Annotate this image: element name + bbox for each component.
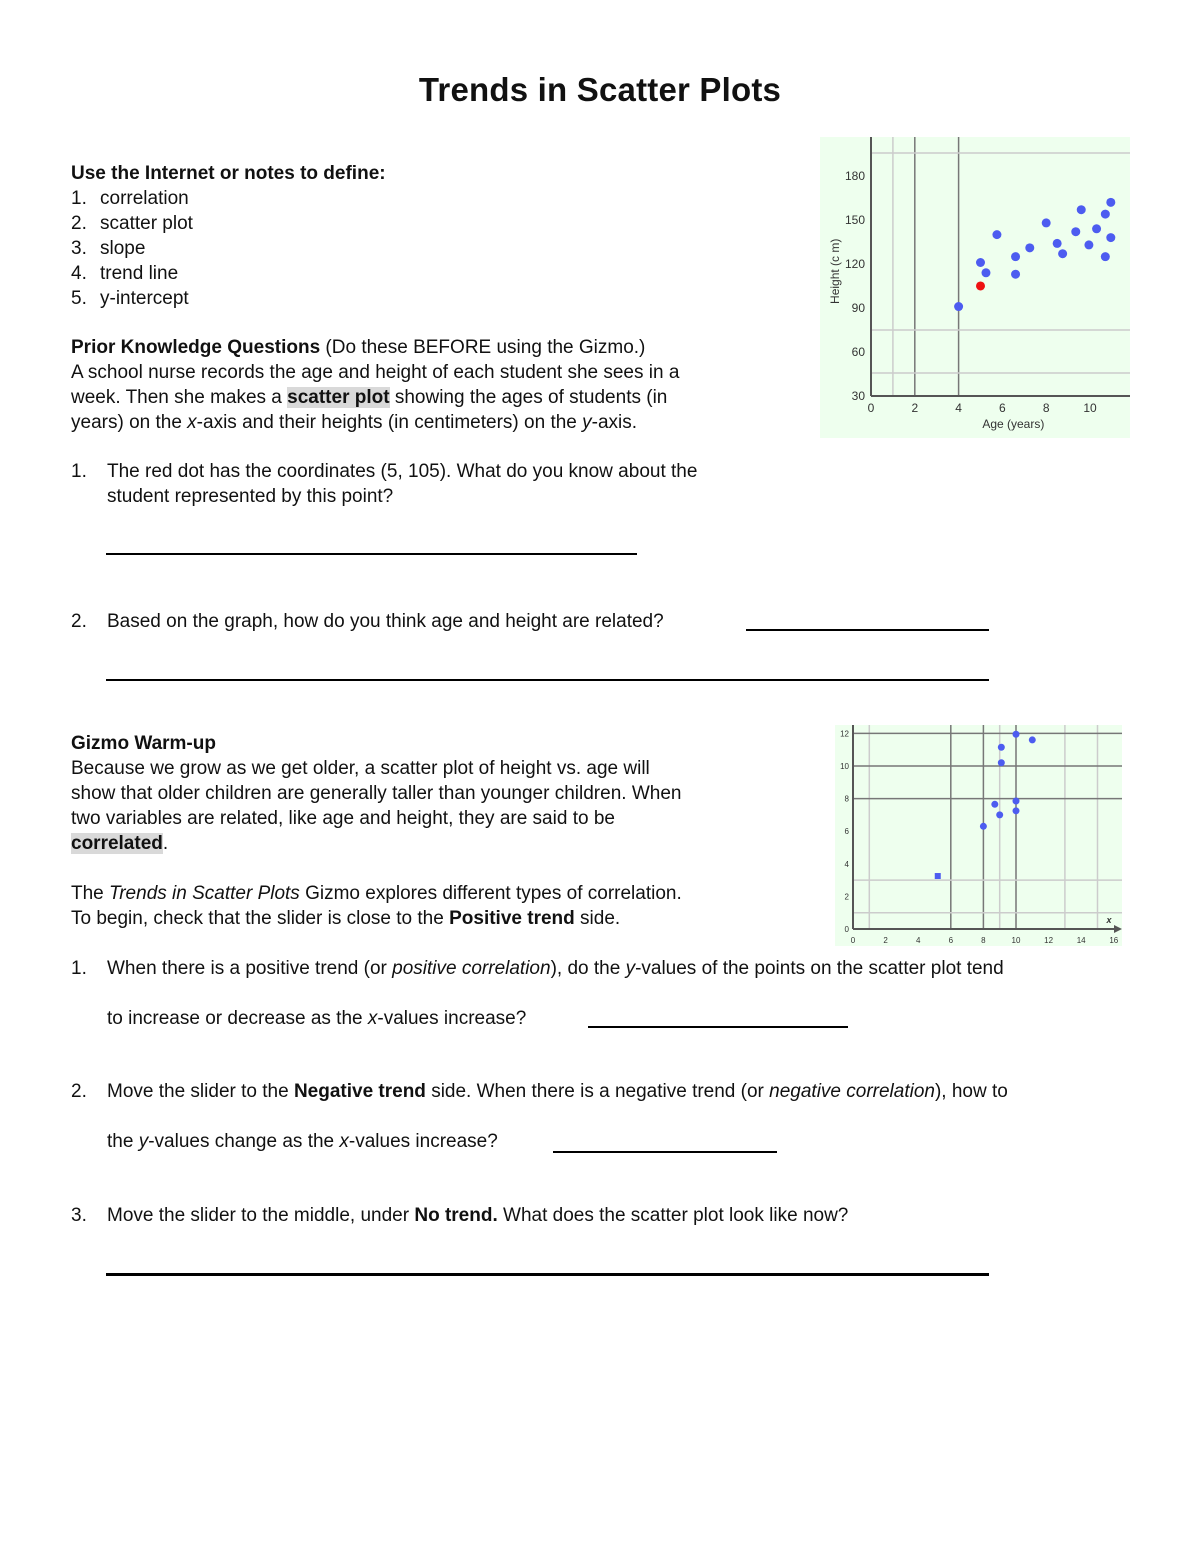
highlighted-term: correlated bbox=[71, 833, 163, 854]
data-point bbox=[980, 823, 987, 830]
x-tick-label: 12 bbox=[1044, 936, 1054, 945]
x-tick-label: 4 bbox=[915, 936, 921, 945]
highlighted-term: scatter plot bbox=[287, 387, 390, 408]
prior-heading-line bbox=[71, 335, 645, 360]
answer-blank-warmup-3[interactable] bbox=[106, 1273, 989, 1276]
define-item: 4. trend line bbox=[71, 263, 179, 284]
chart-2-canvas bbox=[835, 725, 1122, 946]
x-tick-label: 0 bbox=[867, 401, 875, 415]
data-point bbox=[1101, 210, 1110, 219]
y-tick-label: 10 bbox=[840, 762, 849, 771]
x-tick-label: 4 bbox=[955, 401, 962, 415]
data-point bbox=[976, 258, 985, 267]
warmup-paragraph-line: show that older children are generally taller than younger children. When bbox=[71, 783, 682, 804]
y-tick-label: 120 bbox=[844, 256, 865, 271]
warmup-paragraph-line: The Trends in Scatter Plots Gizmo explores different types of correlation. bbox=[71, 883, 682, 904]
data-point bbox=[1013, 807, 1020, 814]
define-term: correlation bbox=[100, 188, 189, 209]
x-tick-label: 8 bbox=[981, 936, 986, 945]
data-point bbox=[1053, 239, 1062, 248]
warmup-paragraph-line: correlated. bbox=[71, 833, 169, 854]
chart-1-canvas bbox=[820, 137, 1130, 438]
y-tick-label: 6 bbox=[844, 827, 849, 837]
x-tick-label: 6 bbox=[948, 936, 954, 945]
page-title: Trends in Scatter Plots bbox=[418, 71, 782, 108]
define-term: scatter plot bbox=[100, 213, 193, 234]
define-item: 5. y-intercept bbox=[71, 288, 189, 309]
data-point bbox=[1025, 243, 1034, 252]
x-tick-label: 10 bbox=[1011, 936, 1021, 945]
data-point bbox=[998, 759, 1005, 766]
height-age-scatter-chart bbox=[820, 137, 1130, 438]
data-point bbox=[1042, 218, 1051, 227]
y-tick-label: 0 bbox=[844, 925, 849, 934]
x-tick-label: 6 bbox=[999, 401, 1006, 415]
y-axis-label: Height (c m) bbox=[828, 238, 842, 304]
y-tick-label: 60 bbox=[851, 344, 865, 359]
warmup-question-3: 3. Move the slider to the middle, under No trend. What does the scatter plot look like now? bbox=[71, 1205, 849, 1226]
x-tick-label: 8 bbox=[1042, 401, 1050, 415]
x-tick-label: 10 bbox=[1083, 401, 1097, 415]
data-point bbox=[981, 268, 990, 277]
warmup-paragraph-line: To begin, check that the slider is close to the Positive trend side. bbox=[71, 908, 621, 929]
data-point bbox=[1013, 731, 1020, 738]
prior-paragraph-line: years) on the x-axis and their heights (in centimeters) on the y-axis. bbox=[71, 412, 638, 433]
prior-paragraph-line: A school nurse records the age and height of each student she sees in a bbox=[71, 362, 680, 383]
y-tick-label: 12 bbox=[840, 729, 849, 739]
data-point bbox=[991, 801, 998, 808]
warmup-heading: Gizmo Warm-up bbox=[71, 733, 216, 754]
x-tick-label: 2 bbox=[883, 936, 888, 945]
answer-blank-prior-1[interactable] bbox=[106, 553, 637, 555]
answer-blank-warmup-1[interactable] bbox=[588, 1026, 848, 1028]
x-tick-label: 16 bbox=[1109, 936, 1119, 945]
define-term: slope bbox=[100, 238, 146, 259]
y-tick-label: 4 bbox=[844, 859, 849, 869]
answer-blank-prior-2b[interactable] bbox=[106, 679, 989, 681]
define-item: 1. correlation bbox=[71, 188, 189, 209]
warmup-paragraph-line: two variables are related, like age and height, they are said to be bbox=[71, 808, 615, 829]
data-point bbox=[1077, 205, 1086, 214]
define-item: 3. slope bbox=[71, 238, 146, 259]
y-tick-label: 30 bbox=[851, 389, 865, 403]
x-tick-label: 2 bbox=[911, 401, 919, 415]
data-point bbox=[935, 873, 941, 879]
prior-heading-note: (Do these BEFORE using the Gizmo.) bbox=[320, 337, 646, 358]
data-point bbox=[1101, 252, 1110, 261]
x-axis-label: x bbox=[1106, 915, 1112, 925]
prior-paragraph-line: week. Then she makes a scatter plot showing the ages of students (in bbox=[71, 387, 668, 408]
x-tick-label: 0 bbox=[850, 936, 856, 945]
y-tick-label: 90 bbox=[851, 300, 865, 315]
data-point bbox=[976, 281, 985, 290]
gizmo-scatter-chart bbox=[835, 725, 1122, 946]
data-point bbox=[1071, 227, 1080, 236]
define-term: y-intercept bbox=[100, 288, 189, 309]
warmup-question-2: 2. Move the slider to the Negative trend side. When there is a negative trend (or negative correlation), how to bbox=[71, 1081, 1008, 1102]
data-point bbox=[1013, 798, 1020, 805]
data-point bbox=[1011, 252, 1020, 261]
y-tick-label: 2 bbox=[844, 892, 849, 902]
x-axis-arrow-icon bbox=[1114, 925, 1122, 933]
y-tick-label: 180 bbox=[844, 168, 865, 183]
define-item: 2. scatter plot bbox=[71, 213, 193, 234]
y-tick-label: 8 bbox=[844, 794, 849, 804]
prior-question-1-cont: student represented by this point? bbox=[107, 486, 394, 507]
prior-question-1: 1. The red dot has the coordinates (5, 105). What do you know about the bbox=[71, 461, 698, 482]
x-tick-label: 14 bbox=[1076, 936, 1086, 945]
warmup-question-2-cont: the y-values change as the x-values increase? bbox=[107, 1131, 498, 1152]
define-heading: Use the Internet or notes to define: bbox=[71, 163, 386, 184]
data-point bbox=[1029, 736, 1036, 743]
data-point bbox=[1058, 249, 1067, 258]
data-point bbox=[996, 811, 1003, 818]
warmup-paragraph-line: Because we grow as we get older, a scatter plot of height vs. age will bbox=[71, 758, 650, 779]
prior-heading: Prior Knowledge Questions bbox=[71, 337, 321, 358]
y-tick-label: 150 bbox=[844, 212, 865, 227]
answer-blank-warmup-2[interactable] bbox=[553, 1151, 777, 1153]
data-point bbox=[998, 744, 1005, 751]
data-point bbox=[954, 302, 963, 311]
data-point bbox=[1106, 233, 1115, 242]
x-axis-label: Age (years) bbox=[982, 417, 1045, 431]
data-point bbox=[1084, 240, 1093, 249]
warmup-question-1: 1. When there is a positive trend (or positive correlation), do the y-values of the points on the scatter plot tend bbox=[71, 958, 1004, 979]
warmup-question-1-cont: to increase or decrease as the x-values increase? bbox=[107, 1008, 527, 1029]
data-point bbox=[992, 230, 1001, 239]
answer-blank-prior-2[interactable] bbox=[746, 629, 989, 631]
data-point bbox=[1011, 270, 1020, 279]
data-point bbox=[1106, 198, 1115, 207]
define-term: trend line bbox=[100, 263, 179, 284]
prior-question-2: 2. Based on the graph, how do you think age and height are related? bbox=[71, 611, 664, 632]
data-point bbox=[1092, 224, 1101, 233]
